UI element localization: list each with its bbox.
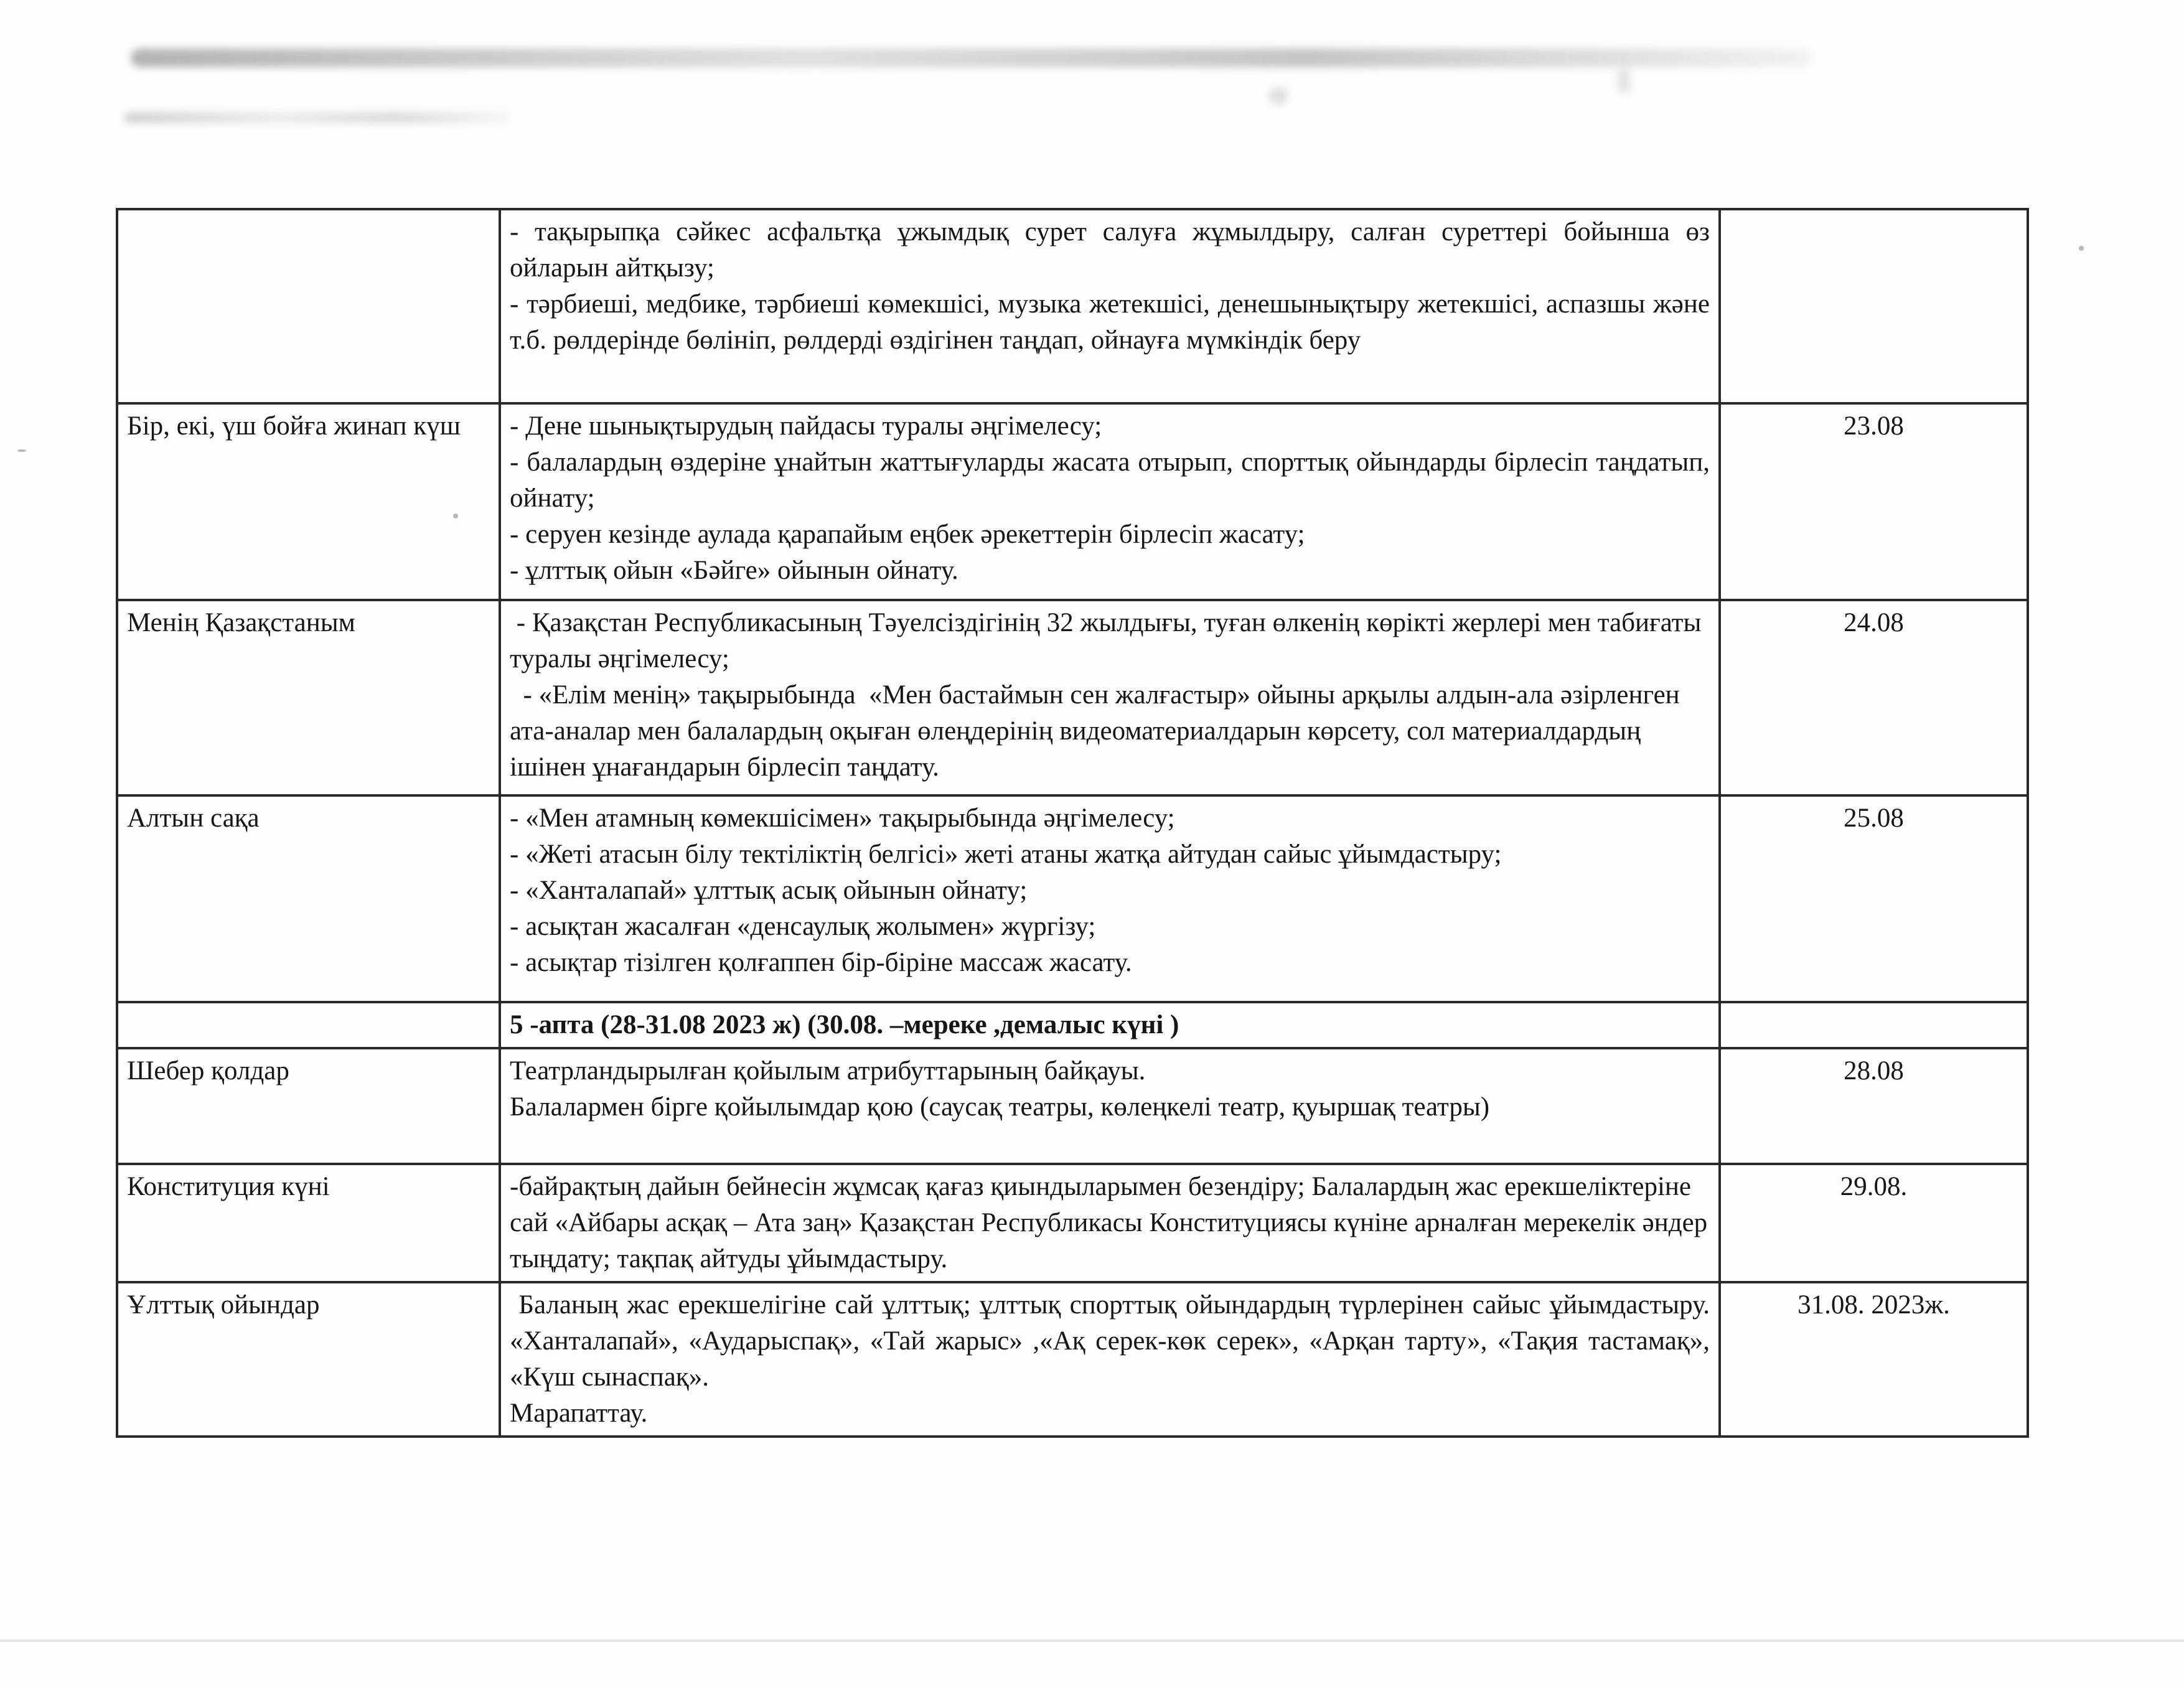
date-cell: 31.08. 2023ж.	[1720, 1282, 2028, 1437]
week-header: 5 -апта (28-31.08 2023 ж) (30.08. –мереке ,демалыс күні )	[500, 1002, 1720, 1048]
scan-edge-line	[0, 1639, 2184, 1642]
date-cell	[1720, 209, 2028, 403]
topic-cell: Алтын сақа	[117, 795, 500, 1002]
date-cell: 24.08	[1720, 600, 2028, 795]
content-cell	[500, 1282, 1720, 1437]
table-row	[117, 1282, 2028, 1437]
content-line: - балалардың өздеріне ұнайтын жаттығуларды жасата отырып, спорттық ойындарды бірлесіп таңдатып, ойнату;	[510, 448, 1710, 513]
table-row	[117, 600, 2028, 795]
content-line: - Қазақстан Республикасының Тәуелсіздігінің 32 жылдығы, туған өлкенің көрікті жерлері мен табиғаты туралы әңгімелесу;	[510, 608, 1708, 673]
date-cell: 25.08	[1720, 795, 2028, 1002]
content-line: - тәрбиеші, медбике, тәрбиеші көмекшісі, музыка жетекшісі, денешынықтыру жетекшісі, аспазшы және т.б. рөлдерінде бөлініп, рөлдерді өздігінен таңдап, ойнауға мүмкіндік беру	[510, 289, 1710, 355]
date-cell: 28.08	[1720, 1048, 2028, 1164]
scan-smudge-left	[124, 112, 510, 123]
content-cell	[500, 795, 1720, 1002]
table-row	[117, 1048, 2028, 1164]
content-line: - Дене шынықтырудың пайдасы туралы әңгімелесу;	[510, 411, 1102, 441]
content-line: - асықтан жасалған «денсаулық жолымен» жүргізу;	[510, 912, 1096, 941]
content-cell	[500, 1164, 1720, 1282]
date-cell	[1720, 1002, 2028, 1048]
content-line: - тақырыпқа сәйкес асфальтқа ұжымдық сурет салуға жұмылдыру, салған суреттері бойынша өз ойларын айтқызу;	[510, 217, 1710, 283]
content-line: - «Ханталапай» ұлттық асық ойынын ойнату;	[510, 876, 1028, 905]
scan-dot	[17, 449, 26, 452]
content-line: Балалармен бірге қойылымдар қою (саусақ театры, көлеңкелі театр, қуыршақ театры)	[510, 1092, 1490, 1122]
content-line: Марапаттау.	[510, 1399, 648, 1428]
content-cell	[500, 403, 1720, 600]
table-row	[117, 1164, 2028, 1282]
content-line: - ұлттық ойын «Бәйге» ойынын ойнату.	[510, 556, 958, 585]
topic-cell: Конституция күні	[117, 1164, 500, 1282]
scan-smudge-top	[131, 49, 1811, 67]
topic-cell: Бір, екі, үш бойға жинап күш	[117, 403, 500, 600]
topic-cell: Ұлттық ойындар	[117, 1282, 500, 1437]
scan-dot	[2079, 246, 2084, 251]
content-line: Баланың жас ерекшелігіне сай ұлттық; ұлттық спорттық ойындардың түрлерінен сайыс ұйымдастыру. «Ханталапай», «Аударыспақ», «Тай жарыс» ,«Ақ серек-көк серек», «Арқан тарту», «Тақия тастамақ», «Күш сынаспақ».	[510, 1290, 1717, 1392]
content-line: -байрақтың дайын бейнесін жұмсақ қағаз қиындыларымен безендіру; Балалардың жас ерекшеліктеріне сай «Айбары асқақ – Ата заң» Қазақстан Республикасы Конституциясы күніне арналған мерекелік әндер тыңдату; тақпақ айтуды ұйымдастыру.	[510, 1172, 1708, 1273]
week-header-row	[117, 1002, 2028, 1048]
content-line: - асықтар тізілген қолғаппен бір-біріне массаж жасату.	[510, 948, 1132, 977]
content-line: Театрландырылған қойылым атрибуттарының байқауы.	[510, 1056, 1146, 1085]
scan-smudge-mark	[1270, 87, 1288, 105]
topic-cell: Шебер қолдар	[117, 1048, 500, 1164]
date-cell: 29.08.	[1720, 1164, 2028, 1282]
table-row	[117, 795, 2028, 1002]
content-line: - серуен кезінде аулада қарапайым еңбек әрекеттерін бірлесіп жасату;	[510, 520, 1305, 549]
content-line: - «Мен атамның көмекшісімен» тақырыбында әңгімелесу;	[510, 804, 1175, 833]
content-cell	[500, 600, 1720, 795]
topic-cell	[117, 1002, 500, 1048]
content-cell	[500, 1048, 1720, 1164]
table-row	[117, 209, 2028, 403]
content-line: - «Жеті атасын білу тектіліктің белгісі» жеті атаны жатқа айтудан сайыс ұйымдастыру;	[510, 840, 1502, 869]
activity-plan-table	[116, 208, 2029, 1438]
topic-cell	[117, 209, 500, 403]
table-row	[117, 403, 2028, 600]
content-line: - «Елім менің» тақырыбында «Мен бастаймын сен жалғастыр» ойыны арқылы алдын-ала әзірленген ата-аналар мен балалардың оқыған өлеңдерінің видеоматериалдарын көрсету, сол материалдардың ішінен ұнағандарын бірлесіп таңдату.	[510, 680, 1687, 782]
scan-smudge-mark	[1618, 68, 1631, 93]
date-cell: 23.08	[1720, 403, 2028, 600]
topic-cell: Менің Қазақстаным	[117, 600, 500, 795]
content-cell	[500, 209, 1720, 403]
